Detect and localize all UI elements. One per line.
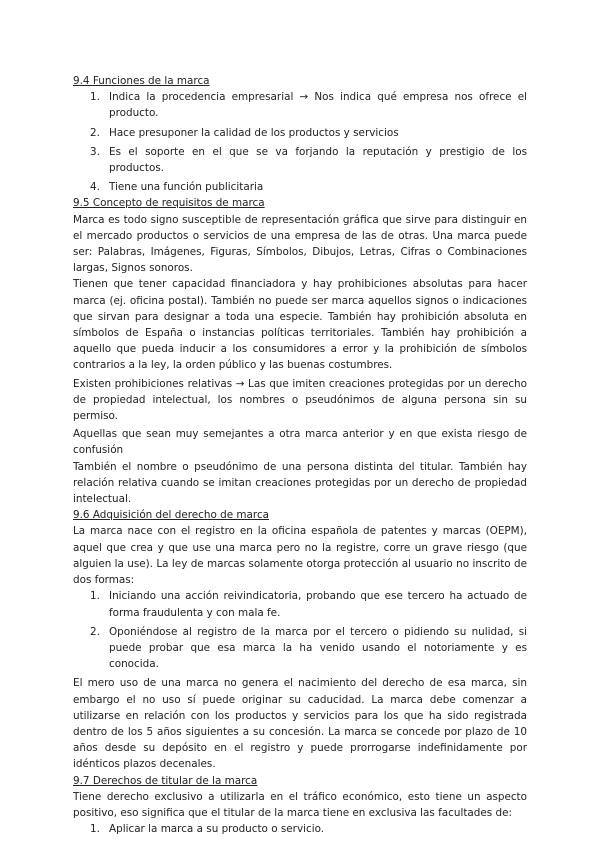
- document-body: [73, 73, 527, 840]
- list-item: [73, 624, 527, 673]
- paragraph: El mero uso de una marca no genera el nacimiento del derecho de esa marca, sin embargo el no uso sí puede originar su caducidad. La marca debe comenzar a utilizarse en relación con los productos y servicios para los que ha sido registrada dentro de los 5 años siguientes a su concesión. La marca se concede por plazo de 10 años desde su depósito en el registro y puede prorrogarse indefinidamente por idénticos plazos decenales.: [73, 677, 527, 771]
- paragraph: Tiene derecho exclusivo a utilizarla en el tráfico económico, esto tiene un aspecto positivo, eso significa que el titular de la marca tiene en exclusiva las facultades de:: [73, 790, 527, 819]
- list-item-text: Aplicar la marca a su producto o servicio.: [109, 823, 325, 836]
- list-number: 1.: [90, 91, 100, 104]
- list-item: [73, 89, 527, 121]
- paragraph: También el nombre o pseudónimo de una persona distinta del titular. También hay relación relativa cuando se imitan creaciones protegidas por un derecho de propiedad intelectual.: [73, 460, 527, 506]
- list-item-text: Iniciando una acción reivindicatoria, probando que ese tercero ha actuado de forma fraudulenta y con mala fe.: [109, 590, 527, 619]
- list-number: 1.: [90, 590, 100, 603]
- section-heading-9-7: 9.7 Derechos de titular de la marca: [73, 774, 258, 787]
- paragraph: Aquellas que sean muy semejantes a otra marca anterior y en que exista riesgo de confusión: [73, 428, 527, 457]
- list-item-text: Indica la procedencia empresarial → Nos indica qué empresa nos ofrece el producto.: [109, 91, 527, 120]
- list-item: [73, 821, 527, 837]
- list-number: 2.: [90, 126, 100, 139]
- list-item: [73, 588, 527, 620]
- list-number: 4.: [90, 181, 100, 194]
- list-item: [73, 125, 527, 141]
- section-heading-9-5: 9.5 Concepto de requisitos de marca: [73, 197, 265, 210]
- paragraph: Tienen que tener capacidad financiadora y hay prohibiciones absolutas para hacer marca (ej. oficina postal). También no puede ser marca aquellos signos o indicaciones que sirvan para designar a toda una especie. También hay prohibición absoluta en símbolos de España o instancias políticas territoriales. También hay prohibición a aquello que pueda inducir a los consumidores a error y la prohibición de símbolos contrarios a la ley, la orden público y las buenas costumbres.: [73, 278, 527, 372]
- list-number: 1.: [90, 823, 100, 836]
- list-item-text: Es el soporte en el que se va forjando la reputación y prestigio de los productos.: [109, 145, 527, 175]
- section-heading-9-6: 9.6 Adquisición del derecho de marca: [73, 509, 270, 522]
- section-heading-9-4: 9.4 Funciones de la marca: [73, 75, 210, 87]
- list-item: [73, 144, 527, 176]
- functions-list: [73, 89, 527, 195]
- list-number: 2.: [90, 625, 100, 638]
- list-item: [73, 179, 527, 195]
- paragraph: La marca nace con el registro en la oficina española de patentes y marcas (OEPM), aquel que crea y que use una marca pero no la registre, corre un grave riesgo (que alguien la use). La ley de marcas solamente otorga protección al usuario no inscrito de dos formas:: [73, 525, 527, 587]
- paragraph: Existen prohibiciones relativas → Las que imiten creaciones protegidas por un derecho de propiedad intelectual, los nombres o pseudónimos de alguna persona sin su permiso.: [73, 377, 527, 423]
- protection-list: [73, 588, 527, 672]
- rights-list: [73, 821, 527, 837]
- list-item-text: Tiene una función publicitaria: [109, 181, 264, 194]
- paragraph: Marca es todo signo susceptible de representación gráfica que sirve para distinguir en el mercado productos o servicios de una empresa de las de otras. Una marca puede ser: Palabras, Imágenes, Figuras, Símbolos, Dibujos, Letras, Cifras o Combinaciones largas, Signos sonoros.: [73, 213, 527, 275]
- list-item-text: Hace presuponer la calidad de los productos y servicios: [109, 126, 399, 139]
- list-number: 3.: [90, 145, 100, 158]
- list-item-text: Oponiéndose al registro de la marca por el tercero o pidiendo su nulidad, si puede probar que esa marca la ha venido usando el notoriamente y es conocida.: [109, 625, 527, 671]
